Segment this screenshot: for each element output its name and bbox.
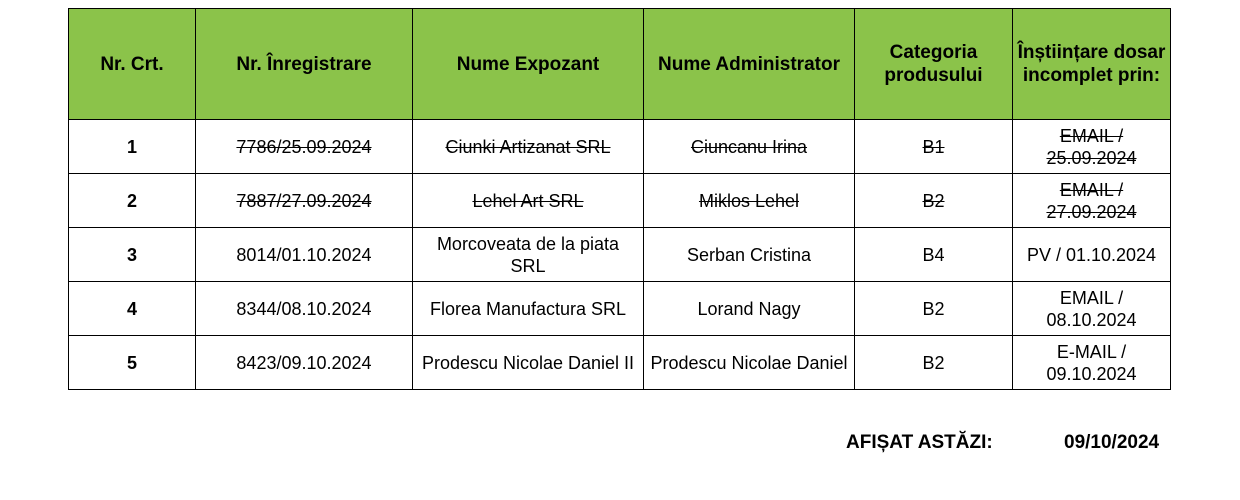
cell-registration-text: 8014/01.10.2024 (236, 244, 372, 265)
cell-exhibitor (413, 174, 644, 228)
cell-category-text: B2 (922, 298, 945, 319)
cell-nr-crt-text: 4 (126, 298, 137, 319)
cell-registration (196, 228, 413, 282)
header-administrator: Nume Administrator (644, 9, 855, 120)
cell-exhibitor-text: Morcoveata de la piata SRL (436, 233, 620, 276)
incomplete-files-table (68, 8, 1171, 390)
cell-administrator (644, 120, 855, 174)
table-row (69, 282, 1171, 336)
cell-category-text: B2 (922, 352, 945, 373)
table-row (69, 174, 1171, 228)
header-exhibitor: Nume Expozant (413, 9, 644, 120)
table-header-row (69, 9, 1171, 120)
cell-exhibitor-text: Lehel Art SRL (472, 190, 584, 211)
cell-administrator (644, 336, 855, 390)
cell-registration-text: 8423/09.10.2024 (236, 352, 372, 373)
header-notice: Înștiințare dosar incomplet prin: (1013, 9, 1171, 120)
table-row (69, 228, 1171, 282)
cell-notice (1013, 282, 1171, 336)
cell-category-text: B4 (922, 244, 945, 265)
cell-nr-crt-text: 5 (126, 352, 137, 373)
cell-category (855, 336, 1013, 390)
cell-nr-crt (69, 282, 196, 336)
cell-notice (1013, 174, 1171, 228)
cell-exhibitor (413, 336, 644, 390)
cell-administrator (644, 174, 855, 228)
cell-administrator-text: Lorand Nagy (697, 298, 801, 319)
cell-notice-text: E-MAIL / 09.10.2024 (1046, 341, 1137, 384)
cell-category (855, 174, 1013, 228)
cell-registration-text: 7887/27.09.2024 (236, 190, 372, 211)
cell-registration-text: 8344/08.10.2024 (236, 298, 372, 319)
cell-nr-crt (69, 174, 196, 228)
cell-administrator (644, 282, 855, 336)
table-row (69, 120, 1171, 174)
cell-exhibitor (413, 120, 644, 174)
cell-notice-text: EMAIL / 25.09.2024 (1046, 125, 1137, 168)
cell-exhibitor-text: Prodescu Nicolae Daniel II (421, 352, 635, 373)
cell-administrator-text: Ciuncanu Irina (690, 136, 808, 157)
cell-registration (196, 120, 413, 174)
cell-nr-crt-text: 1 (126, 136, 137, 157)
cell-nr-crt (69, 336, 196, 390)
posted-date: 09/10/2024 (1064, 432, 1160, 453)
cell-notice-text: EMAIL / 27.09.2024 (1046, 179, 1137, 222)
cell-category (855, 120, 1013, 174)
cell-nr-crt-text: 2 (126, 190, 137, 211)
cell-notice-text: PV / 01.10.2024 (1026, 244, 1157, 265)
cell-notice (1013, 120, 1171, 174)
cell-category-text: B1 (922, 136, 945, 157)
cell-registration (196, 174, 413, 228)
cell-registration (196, 282, 413, 336)
cell-exhibitor-text: Ciunki Artizanat SRL (445, 136, 611, 157)
cell-exhibitor (413, 282, 644, 336)
cell-exhibitor (413, 228, 644, 282)
cell-category (855, 282, 1013, 336)
header-category: Categoria produsului (855, 9, 1013, 120)
cell-notice-text: EMAIL / 08.10.2024 (1046, 287, 1137, 330)
cell-administrator-text: Prodescu Nicolae Daniel (650, 352, 848, 373)
cell-administrator-text: Miklos Lehel (698, 190, 800, 211)
cell-exhibitor-text: Florea Manufactura SRL (429, 298, 627, 319)
cell-nr-crt-text: 3 (126, 244, 137, 265)
table-row (69, 336, 1171, 390)
header-registration: Nr. Înregistrare (196, 9, 413, 120)
posted-today-label: AFIȘAT ASTĂZI: (846, 432, 993, 453)
cell-nr-crt (69, 120, 196, 174)
cell-notice (1013, 228, 1171, 282)
cell-category-text: B2 (922, 190, 945, 211)
cell-category (855, 228, 1013, 282)
cell-registration (196, 336, 413, 390)
cell-nr-crt (69, 228, 196, 282)
cell-administrator-text: Serban Cristina (686, 244, 812, 265)
cell-notice (1013, 336, 1171, 390)
header-nr-crt: Nr. Crt. (69, 9, 196, 120)
cell-registration-text: 7786/25.09.2024 (236, 136, 372, 157)
cell-administrator (644, 228, 855, 282)
